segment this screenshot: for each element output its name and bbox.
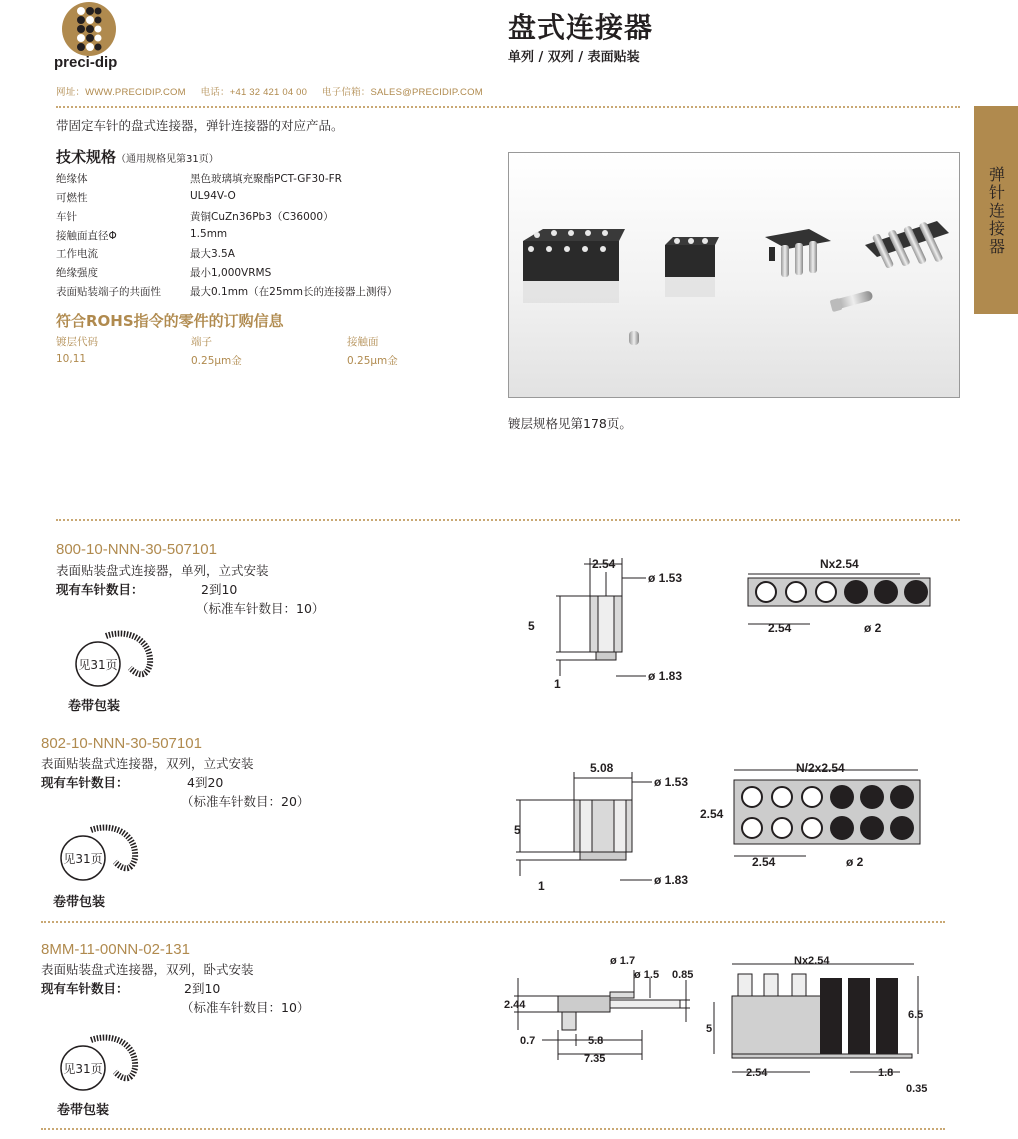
pins-value: 4到20 [187, 775, 224, 790]
divider [56, 106, 960, 108]
dim-height: 5 [514, 823, 521, 837]
rohs-header: 镀层代码 [56, 336, 98, 348]
dim-diameter-bottom: ø 1.83 [654, 873, 689, 887]
dim-row-spacing: 2.54 [700, 807, 724, 821]
dim-hole: ø 2 [846, 855, 864, 869]
intro-text: 带固定车针的盘式连接器，弹针连接器的对应产品。 [56, 118, 344, 133]
reel-label: 卷带包装 [57, 1103, 110, 1118]
dim-base: 1 [554, 677, 561, 690]
dim-diameter-bottom: ø 1.83 [648, 669, 683, 683]
dim-hole: ø 2 [864, 621, 882, 635]
reel-icon [66, 628, 156, 688]
standard-pins: （标准车针数目：10） [196, 601, 325, 616]
rohs-value: 10,11 [56, 353, 87, 365]
pins-label: 现有车针数目： [56, 582, 144, 597]
contact-email[interactable]: 电子信箱：SALES@PRECIDIP.COM [321, 87, 483, 98]
part-description: 表面贴装盘式连接器，双列，卧式安装 [41, 962, 254, 977]
dim-length-total: 7.35 [584, 1053, 606, 1065]
dim-pitch: N/2x2.54 [796, 761, 845, 775]
dim-pin-width: 1.8 [878, 1067, 894, 1079]
drawing-horizontal [500, 950, 946, 1100]
rohs-title: 符合ROHS指令的零件的订购信息 [56, 312, 284, 330]
dim-width: 5.08 [590, 761, 614, 775]
pins-value: 2到10 [184, 981, 221, 996]
product-photo [508, 152, 960, 398]
pins-label: 现有车针数目： [41, 981, 129, 996]
reel-label: 卷带包装 [53, 895, 106, 910]
drawing-single-row [520, 550, 950, 690]
dim-total-height: 6.5 [908, 1009, 924, 1021]
spec-key: 绝缘体 [56, 173, 88, 185]
dim-base: 1 [538, 879, 545, 893]
spec-key: 绝缘强度 [56, 267, 98, 279]
part-number: 800-10-NNN-30-507101 [56, 541, 217, 558]
drawing-double-row [506, 758, 946, 894]
rohs-value: 0.25μm金 [191, 355, 242, 367]
spec-value: 1.5mm [190, 228, 228, 240]
pins-value: 2到10 [201, 582, 238, 597]
rohs-value: 0.25μm金 [347, 355, 398, 367]
divider [41, 921, 945, 923]
dim-pitch: Nx2.54 [794, 955, 830, 967]
spec-value: 最大3.5A [190, 248, 235, 260]
page-subtitle: 单列 / 双列 / 表面贴装 [508, 50, 640, 65]
dim-width: 2.54 [592, 557, 616, 571]
reel-text: 见31页 [78, 658, 118, 672]
spec-key: 表面贴装端子的共面性 [56, 286, 161, 298]
dim-body-height: 5 [706, 1023, 713, 1035]
dim-diameter-outer: ø 1.7 [610, 955, 636, 967]
part-description: 表面贴装盘式连接器，双列，立式安装 [41, 756, 254, 771]
dim-pitch-single: 2.54 [746, 1067, 768, 1079]
hole-grid [734, 780, 920, 844]
pins-label: 现有车针数目： [41, 775, 129, 790]
part-description: 表面贴装盘式连接器，单列，立式安装 [56, 563, 269, 578]
side-view [732, 974, 912, 1058]
reel-text: 见31页 [63, 852, 103, 866]
section-tab-label: 弹针连接器 [986, 166, 1006, 256]
brand-name: preci-dip [54, 54, 118, 71]
dim-diameter-inner: ø 1.5 [634, 969, 660, 981]
standard-pins: （标准车针数目：10） [181, 1000, 310, 1015]
spec-key: 车针 [56, 211, 77, 223]
rohs-header: 端子 [191, 336, 212, 348]
dim-pitch: Nx2.54 [820, 557, 859, 571]
spec-value: 最大0.1mm（在25mm长的连接器上测得） [190, 286, 398, 298]
reel-text: 见31页 [63, 1062, 103, 1076]
logo-dots-icon [76, 6, 102, 52]
spec-key: 可燃性 [56, 192, 88, 204]
part-number: 802-10-NNN-30-507101 [41, 735, 202, 752]
dim-height: 2.44 [504, 999, 526, 1011]
dim-pitch-single: 2.54 [768, 621, 792, 635]
dim-thickness: 0.85 [672, 969, 694, 981]
dim-diameter-top: ø 1.53 [648, 571, 683, 585]
spec-value: 黄铜CuZn36Pb3（C36000） [190, 211, 334, 223]
dim-height: 5 [528, 619, 535, 633]
specs-note: （通用规格见第31页） [116, 154, 219, 165]
contact-line [56, 84, 495, 98]
reel-icon [51, 822, 141, 882]
connectors-illustration [509, 153, 960, 398]
divider [41, 1128, 945, 1130]
contact-phone: 电话：+41 32 421 04 00 [200, 87, 308, 98]
dim-pitch-single: 2.54 [752, 855, 776, 869]
dim-offset: 0.7 [520, 1035, 536, 1047]
spec-value: UL94V-O [190, 190, 236, 202]
divider [56, 519, 960, 521]
hole-row [748, 578, 930, 606]
dim-foot: 0.35 [906, 1083, 928, 1095]
specs-heading: 技术规格 [56, 148, 117, 166]
spec-value: 最小1,000VRMS [190, 267, 272, 279]
part-number: 8MM-11-00NN-02-131 [41, 941, 190, 958]
spec-key: 接触面直径Φ [56, 230, 117, 242]
contact-web[interactable]: 网址：WWW.PRECIDIP.COM [56, 87, 186, 98]
specs-title [56, 146, 219, 167]
spec-value: 黑色玻璃填充聚酯PCT-GF30-FR [190, 173, 342, 185]
section-tab [974, 106, 1018, 314]
reel-icon [51, 1032, 141, 1092]
reel-label: 卷带包装 [68, 699, 121, 714]
page-title: 盘式连接器 [508, 11, 654, 44]
dim-length-inner: 5.8 [588, 1035, 604, 1047]
spec-key: 工作电流 [56, 248, 98, 260]
photo-caption: 镀层规格见第178页。 [508, 416, 632, 431]
standard-pins: （标准车针数目：20） [181, 794, 310, 809]
dim-diameter-top: ø 1.53 [654, 775, 689, 789]
rohs-header: 接触面 [347, 336, 379, 348]
